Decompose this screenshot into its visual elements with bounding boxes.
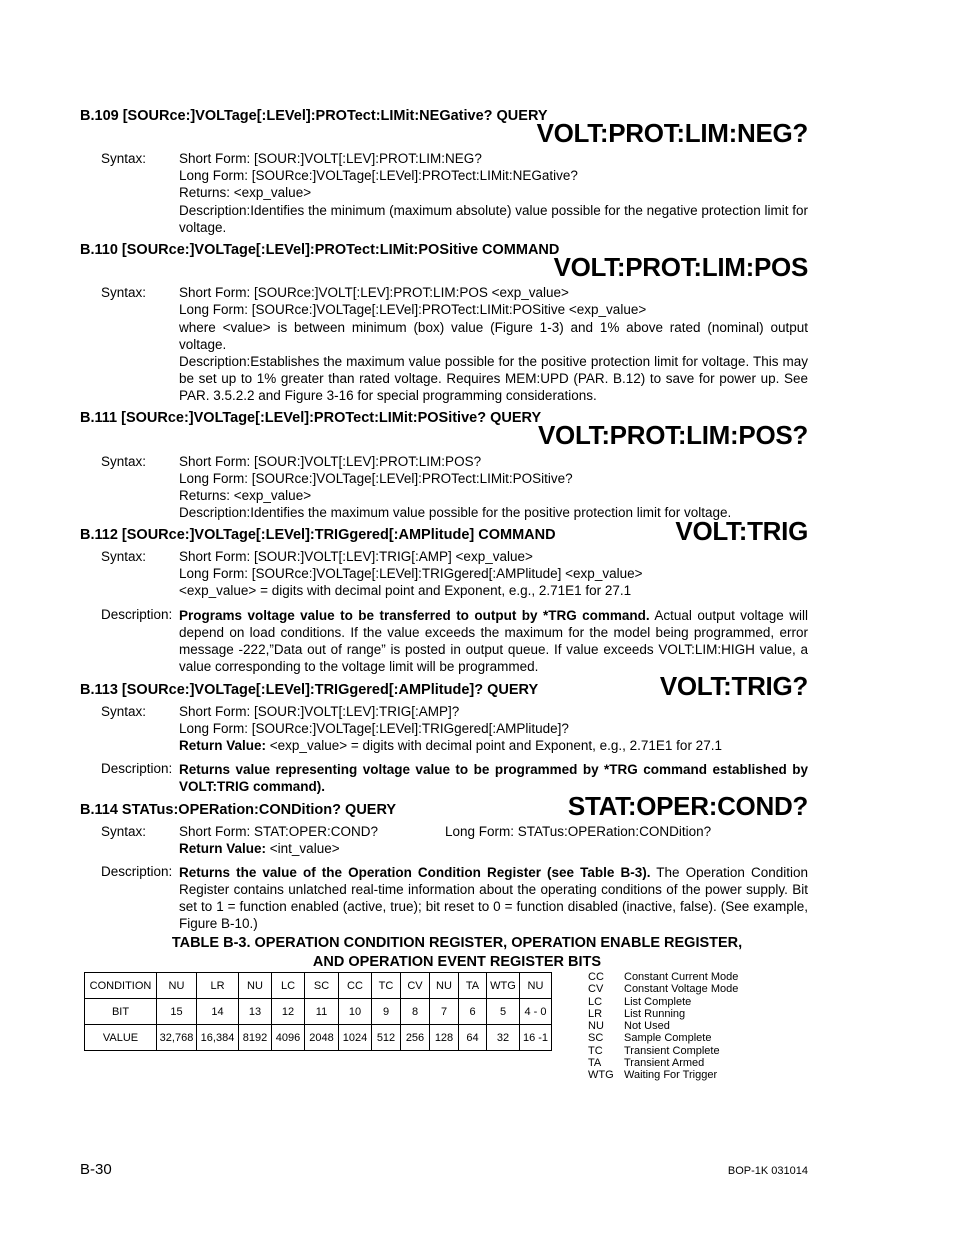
legend-meaning: Constant Current Mode (624, 971, 739, 983)
table-cell: 5 (487, 999, 520, 1025)
returns-line: Returns: <exp_value> (179, 488, 312, 503)
table-cell: CC (339, 973, 372, 999)
legend-item (588, 1057, 738, 1069)
short-form: Short Form: [SOUR:]VOLT[:LEV]:TRIG[:AMP] <exp_value> (179, 549, 533, 564)
table-cell: TC (372, 973, 401, 999)
description-paragraph (179, 607, 808, 675)
legend-meaning: Waiting For Trigger (624, 1069, 718, 1082)
table-row (85, 999, 552, 1025)
long-form: Long Form: [SOURce:]VOLTage[:LEVel]:PROTect:LIMit:POSitive <exp_value> (179, 302, 647, 317)
table-cell: 6 (459, 999, 487, 1025)
legend-item (588, 1020, 738, 1032)
legend-item (588, 983, 738, 995)
table-cell: 4 - 0 (520, 999, 552, 1025)
returns-line: Returns: <exp_value> (179, 185, 312, 200)
table-cell: CV (401, 973, 430, 999)
syntax-label: Syntax: (101, 704, 147, 719)
section-title-b113: B.113 [SOURce:]VOLTage[:LEVel]:TRIGgered[:AMPlitude]? QUERY (80, 682, 539, 698)
table-cell: 8 (401, 999, 430, 1025)
document-id: BOP-1K 031014 (727, 1165, 808, 1177)
command-heading-b111: VOLT:PROT:LIM:POS? (538, 420, 808, 450)
table-cell: 64 (459, 1025, 487, 1051)
long-form: Long Form: STATus:OPERation:CONDition? (445, 824, 712, 839)
section-title-b114: B.114 STATus:OPERation:CONDition? QUERY (80, 802, 397, 818)
legend-meaning: Not Used (624, 1020, 670, 1033)
legend-abbrev: NU (588, 1020, 604, 1033)
table-cell: 4096 (272, 1025, 305, 1051)
table-cell: WTG (487, 973, 520, 999)
legend-abbrev: SC (588, 1032, 604, 1045)
description-text: Actual output voltage will depend on load conditions. If the value exceeds the maximum for the model being programmed, error message -222,”Data out of range” is posted in output queue. If value exceeds VOLT:LIM:HIGH value, a value corresponding to the voltage limit will be programmed. (179, 608, 809, 674)
legend-abbrev: WTG (588, 1069, 614, 1082)
table-row (85, 973, 552, 999)
short-form: Short Form: [SOUR:]VOLT[:LEV]:TRIG[:AMP]? (179, 704, 460, 719)
legend-abbrev: LR (588, 1007, 603, 1020)
legend-item (588, 971, 738, 983)
table-cell: 8192 (239, 1025, 272, 1051)
short-form: Short Form: [SOUR:]VOLT[:LEV]:PROT:LIM:NEG? (179, 151, 482, 166)
description-bold: Returns value representing voltage value to be programmed by *TRG command established by VOLT:TRIG command). (179, 762, 808, 794)
legend-meaning: List Running (624, 1007, 686, 1020)
syntax-label: Syntax: (101, 454, 147, 469)
table-cell: 14 (197, 999, 239, 1025)
legend-meaning: Transient Complete (624, 1044, 720, 1057)
exp-value-note: <exp_value> = digits with decimal point and Exponent, e.g., 2.71E1 for 27.1 (179, 583, 632, 598)
table-cell: LR (197, 973, 239, 999)
description-paragraph (179, 864, 808, 932)
table-cell: 15 (157, 999, 197, 1025)
section-title-b110: B.110 [SOURce:]VOLTage[:LEVel]:PROTect:LIMit:POSitive COMMAND (80, 242, 560, 258)
table-cell: LC (272, 973, 305, 999)
description-label: Description: (101, 761, 173, 776)
table-cell: 9 (372, 999, 401, 1025)
legend-item (588, 996, 738, 1008)
syntax-label: Syntax: (101, 285, 147, 300)
description-line: Description:Identifies the maximum value possible for the positive protection limit for voltage. (179, 505, 732, 520)
description-paragraph (179, 761, 808, 795)
table-cell: BIT (85, 999, 157, 1025)
legend-abbrev: CC (588, 971, 604, 983)
legend-item (588, 1032, 738, 1044)
table-cell: 1024 (339, 1025, 372, 1051)
legend-meaning: List Complete (624, 995, 692, 1008)
legend-item (588, 1045, 738, 1057)
legend-meaning: Transient Armed (624, 1057, 705, 1070)
table-cell: TA (459, 973, 487, 999)
table-title-line-1: TABLE B-3. OPERATION CONDITION REGISTER, OPERATION ENABLE REGISTER, (171, 935, 743, 951)
table-cell: 13 (239, 999, 272, 1025)
command-heading-b110: VOLT:PROT:LIM:POS (553, 252, 808, 282)
return-value-line (179, 738, 722, 753)
legend-abbrev: LC (588, 995, 603, 1008)
syntax-label: Syntax: (101, 549, 147, 564)
command-heading-b112: VOLT:TRIG (675, 516, 808, 546)
short-form: Short Form: STAT:OPER:COND? (179, 824, 379, 839)
table-row (85, 1025, 552, 1051)
short-form: Short Form: [SOUR:]VOLT[:LEV]:PROT:LIM:POS? (179, 454, 482, 469)
table-cell: NU (239, 973, 272, 999)
return-value-label: Return Value: (179, 738, 267, 753)
table-cell: 16,384 (197, 1025, 239, 1051)
table-cell: 11 (305, 999, 339, 1025)
legend-abbrev: TA (588, 1057, 602, 1070)
long-form: Long Form: [SOURce:]VOLTage[:LEVel]:PROTect:LIMit:POSitive? (179, 471, 573, 486)
description-bold: Returns the value of the Operation Condition Register (see Table B-3). (179, 865, 651, 880)
legend-abbrev: CV (588, 983, 604, 996)
table-cell: 128 (430, 1025, 459, 1051)
return-value-line (179, 841, 340, 856)
command-heading-b109: VOLT:PROT:LIM:NEG? (536, 118, 808, 148)
section-title-b111: B.111 [SOURce:]VOLTage[:LEVel]:PROTect:LIMit:POSitive? QUERY (80, 410, 542, 426)
table-cell: NU (430, 973, 459, 999)
command-heading-b114: STAT:OPER:COND? (567, 791, 808, 821)
where-paragraph: where <value> is between minimum (box) value (Figure 1-3) and 1% above rated (nominal) output voltage. (179, 320, 808, 352)
table-title-line-2: AND OPERATION EVENT REGISTER BITS (312, 954, 602, 970)
description-label: Description: (101, 864, 173, 879)
table-cell: 2048 (305, 1025, 339, 1051)
return-value-label: Return Value: (179, 841, 267, 856)
table-cell: NU (520, 973, 552, 999)
syntax-label: Syntax: (101, 151, 147, 166)
legend-meaning: Constant Voltage Mode (624, 983, 739, 996)
table-cell: 12 (272, 999, 305, 1025)
legend-item (588, 1008, 738, 1020)
syntax-label: Syntax: (101, 824, 147, 839)
table-cell: 7 (430, 999, 459, 1025)
table-cell: SC (305, 973, 339, 999)
description-label: Description: (101, 607, 173, 622)
table-cell: VALUE (85, 1025, 157, 1051)
table-cell: 32 (487, 1025, 520, 1051)
section-title-b112: B.112 [SOURce:]VOLTage[:LEVel]:TRIGgered[:AMPlitude] COMMAND (80, 527, 556, 543)
long-form: Long Form: [SOURce:]VOLTage[:LEVel]:TRIGgered[:AMPlitude]? (179, 721, 569, 736)
description-paragraph: Description:Establishes the maximum value possible for the positive protection limit for voltage. This may be set up to 1% greater than rated voltage. Requires MEM:UPD (PAR. B.12) to save for power up. See PAR. 3.5.2.2 and Figure 3-16 for special programming considerations. (179, 354, 808, 403)
table-cell: 32,768 (157, 1025, 197, 1051)
command-heading-b113: VOLT:TRIG? (659, 671, 808, 701)
table-cell: 10 (339, 999, 372, 1025)
table-cell: NU (157, 973, 197, 999)
legend-abbrev: TC (588, 1044, 603, 1057)
abbreviation-legend (588, 971, 738, 1082)
return-value-text: <int_value> (266, 841, 340, 856)
table-cell: CONDITION (85, 973, 157, 999)
legend-meaning: Sample Complete (624, 1032, 712, 1045)
return-value-text: <exp_value> = digits with decimal point and Exponent, e.g., 2.71E1 for 27.1 (266, 738, 722, 753)
long-form: Long Form: [SOURce:]VOLTage[:LEVel]:PROTect:LIMit:NEGative? (179, 168, 578, 183)
table-cell: 16 -1 (520, 1025, 552, 1051)
description-bold: Programs voltage value to be transferred to output by *TRG command. (179, 608, 650, 623)
table-cell: 512 (372, 1025, 401, 1051)
register-table (84, 972, 552, 1051)
page-number: B-30 (80, 1161, 112, 1178)
short-form: Short Form: [SOURce:]VOLT[:LEV]:PROT:LIM:POS <exp_value> (179, 285, 569, 300)
section-title-b109: B.109 [SOURce:]VOLTage[:LEVel]:PROTect:LIMit:NEGative? QUERY (80, 108, 548, 124)
legend-item (588, 1069, 738, 1081)
description-text: The Operation Condition Register contains unlatched real-time information about the operating conditions of the power supply. Bit set to 1 = function enabled (active, true); bit reset to 0 = function disabled (inactive, false). (See example, Figure B-10.) (179, 865, 808, 931)
long-form: Long Form: [SOURce:]VOLTage[:LEVel]:TRIGgered[:AMPlitude] <exp_value> (179, 566, 643, 581)
description-paragraph: Description:Identifies the minimum (maximum absolute) value possible for the negative protection limit for voltage. (179, 203, 808, 235)
table-cell: 256 (401, 1025, 430, 1051)
